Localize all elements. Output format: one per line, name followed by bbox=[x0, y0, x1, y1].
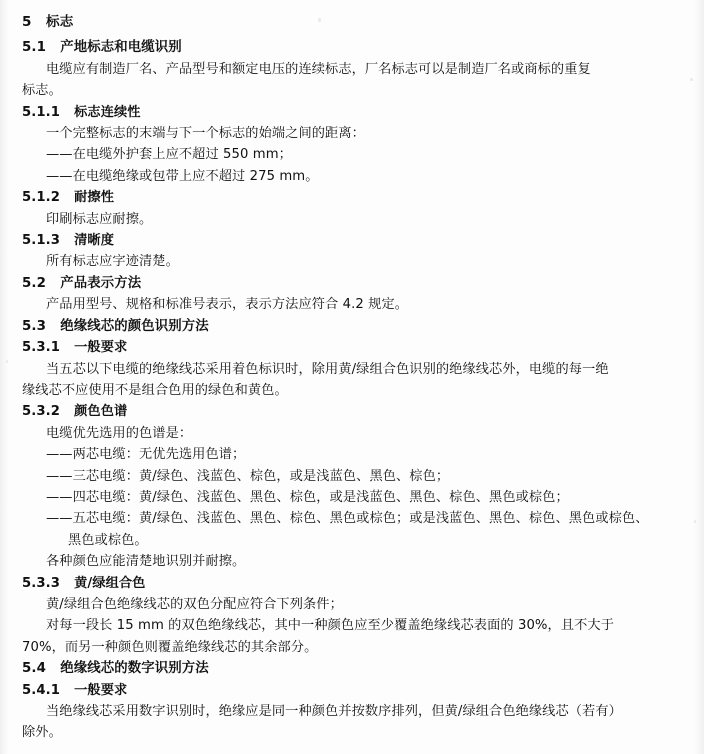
paragraph-line: 70%，而另一种颜色则覆盖绝缘线芯的其余部分。 bbox=[22, 639, 318, 655]
paragraph-line: 当绝缘线芯采用数字识别时，绝缘应是同一种颜色并按数序排列，但黄/绿组合色绝缘线芯（若有） bbox=[46, 704, 622, 719]
paragraph-line: 各种颜色应能清楚地识别并耐擦。 bbox=[46, 554, 246, 570]
section-heading-5-2: 5.2 产品表示方法 bbox=[22, 275, 142, 291]
list-item-continuation: 黑色或棕色。 bbox=[68, 532, 148, 548]
paragraph-line: 除外。 bbox=[22, 725, 62, 741]
paragraph-line: 产品用型号、规格和标准号表示，表示方法应符合 4.2 规定。 bbox=[46, 297, 409, 313]
list-item: ——在电缆外护套上应不超过 550 mm； bbox=[46, 147, 292, 163]
list-item: ——五芯电缆：黄/绿色、浅蓝色、黑色、棕色、黑色或棕色；或是浅蓝色、黑色、棕色、黑色或棕色、 bbox=[46, 511, 649, 527]
paragraph-line: 电缆优先选用的色谱是： bbox=[46, 425, 193, 441]
section-heading-5-3-1: 5.3.1 一般要求 bbox=[22, 340, 128, 356]
section-heading-5-3: 5.3 绝缘线芯的颜色识别方法 bbox=[22, 318, 209, 334]
section-heading-5-3-3: 5.3.3 黄/绿组合色 bbox=[22, 575, 146, 591]
paragraph-line: 对每一段长 15 mm 的双色绝缘线芯，其中一种颜色应至少覆盖绝缘线芯表面的 30%，且不大于 bbox=[46, 618, 614, 634]
list-item: ——两芯电缆：无优先选用色谱； bbox=[46, 447, 246, 463]
section-heading-5-1-3: 5.1.3 清晰度 bbox=[22, 233, 114, 249]
section-heading-5: 5 标志 bbox=[22, 14, 74, 30]
paragraph-line: 缘线芯不应使用不是组合色用的绿色和黄色。 bbox=[22, 382, 288, 398]
section-heading-5-1: 5.1 产地标志和电缆识别 bbox=[22, 40, 182, 56]
paragraph-line: 当五芯以下电缆的绝缘线芯采用着色标识时，除用黄/绿组合色识别的绝缘线芯外，电缆的每一绝 bbox=[46, 361, 609, 377]
section-heading-5-1-2: 5.1.2 耐擦性 bbox=[22, 190, 114, 206]
paragraph-line: 标志。 bbox=[22, 83, 62, 99]
list-item: ——四芯电缆：黄/绿色、浅蓝色、黑色、棕色，或是浅蓝色、黑色、棕色、黑色或棕色； bbox=[46, 489, 569, 505]
paragraph-line: 一个完整标志的末端与下一个标志的始端之间的距离： bbox=[46, 126, 365, 142]
section-heading-5-3-2: 5.3.2 颜色色谱 bbox=[22, 404, 128, 420]
paragraph-line: 所有标志应字迹清楚。 bbox=[46, 254, 179, 270]
section-heading-5-4: 5.4 绝缘线芯的数字识别方法 bbox=[22, 661, 209, 677]
section-heading-5-4-1: 5.4.1 一般要求 bbox=[22, 682, 128, 698]
list-item: ——在电缆绝缘或包带上应不超过 275 mm。 bbox=[46, 168, 319, 184]
section-heading-5-1-1: 5.1.1 标志连续性 bbox=[22, 104, 141, 120]
paragraph-line: 印刷标志应耐擦。 bbox=[46, 211, 153, 227]
paragraph-line: 电缆应有制造厂名、产品型号和额定电压的连续标志，厂名标志可以是制造厂名或商标的重复 bbox=[46, 61, 591, 77]
paragraph-line: 黄/绿组合色绝缘线芯的双色分配应符合下列条件； bbox=[46, 596, 343, 612]
list-item: ——三芯电缆：黄/绿色、浅蓝色、棕色，或是浅蓝色、黑色、棕色； bbox=[46, 468, 450, 484]
